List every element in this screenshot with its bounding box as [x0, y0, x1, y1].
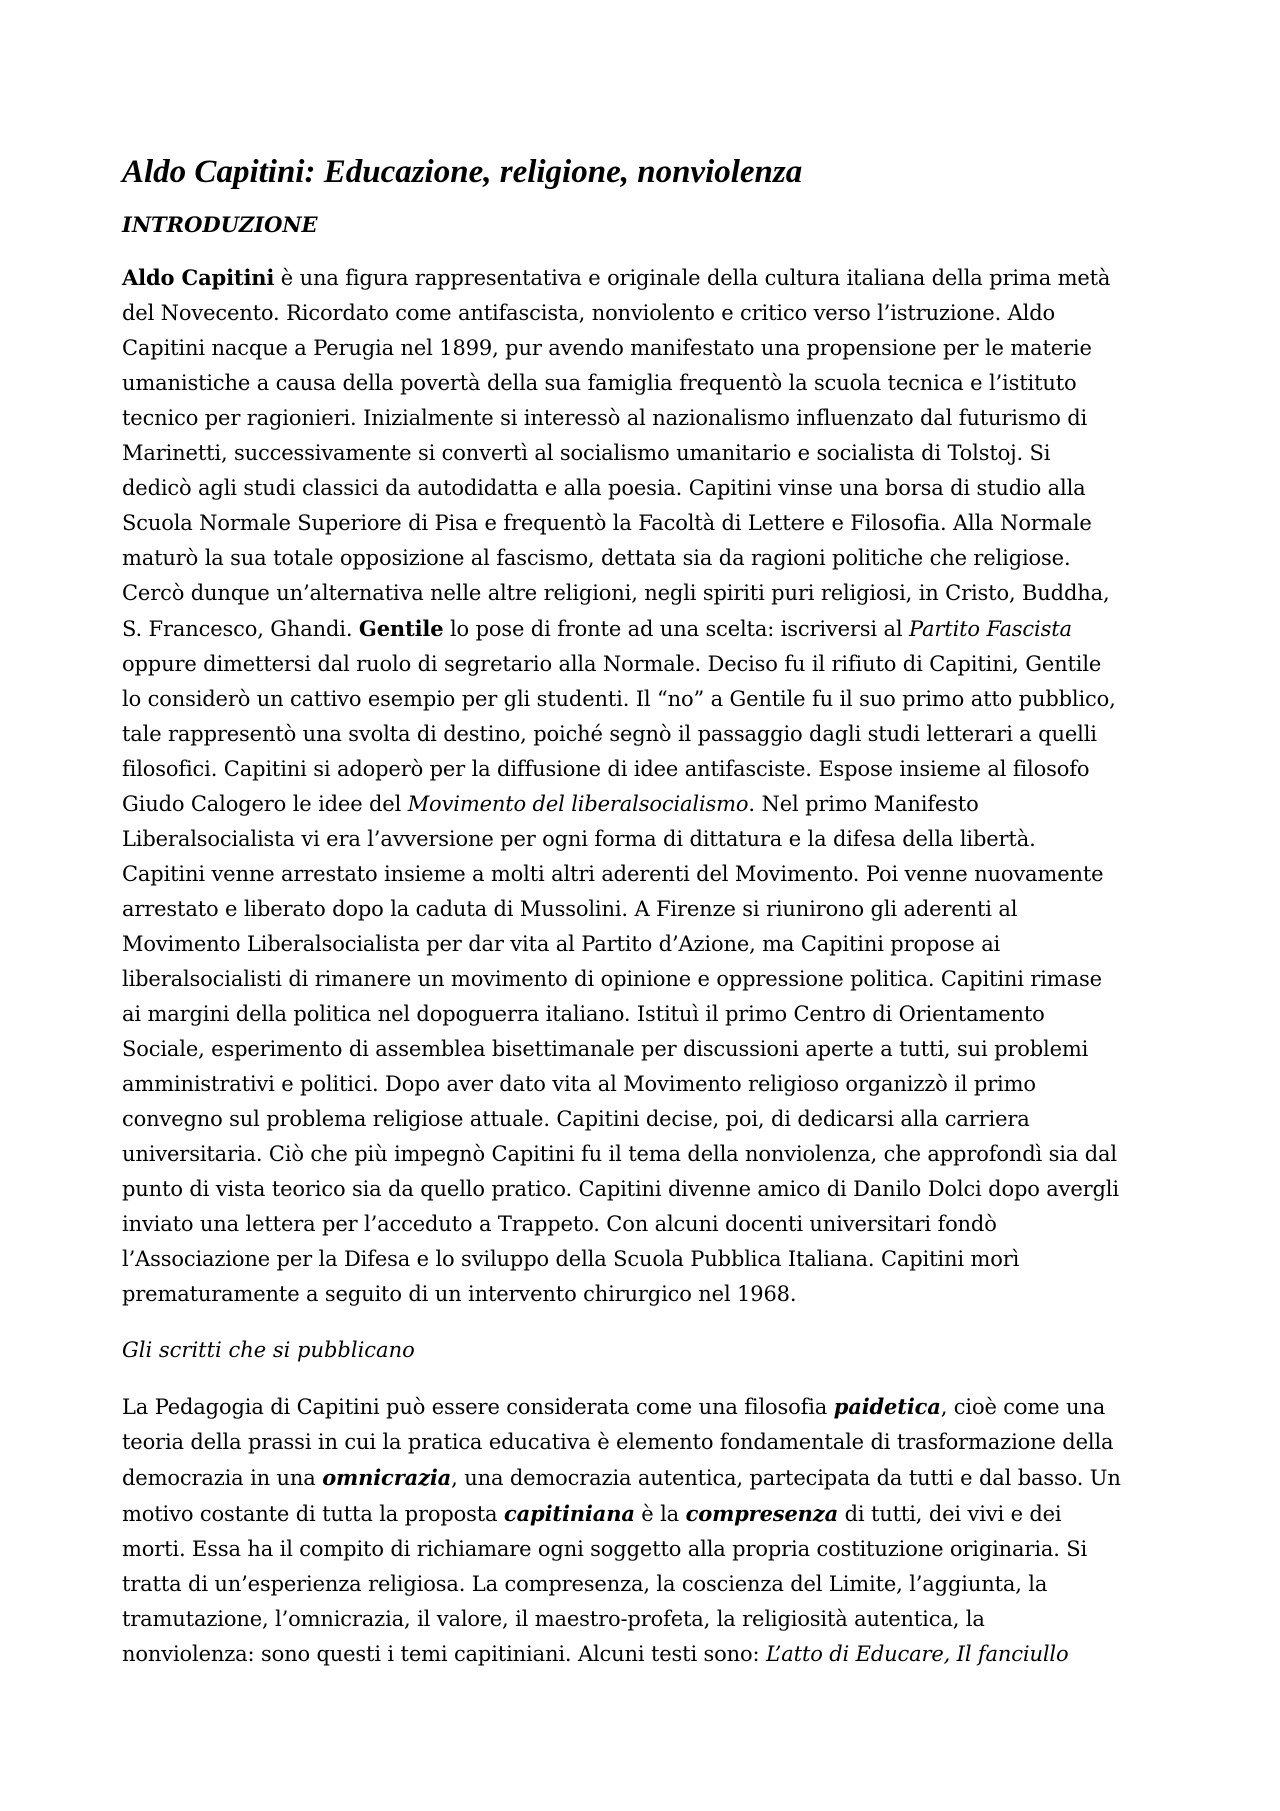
text-run: democrazia in una [122, 1466, 323, 1490]
italic-text-partito-fascista: Partito Fascista [908, 617, 1072, 641]
paragraph-line [122, 1389, 1172, 1425]
paragraph-line: amministrativi e politici. Dopo aver dato vita al Movimento religioso organizzò il primo [122, 1072, 1036, 1096]
italic-text-movimento: Movimento del liberalsocialismo [407, 792, 749, 816]
subheading-scritti: Gli scritti che si pubblicano [122, 1338, 415, 1362]
text-run: di tutti, dei vivi e dei [838, 1502, 1062, 1526]
bold-italic-capitiniana: capitiniana [503, 1501, 635, 1526]
paragraph-line: Capitini venne arrestato insieme a molti altri aderenti del Movimento. Poi venne nuovamente [122, 862, 1104, 886]
text-run: è una figura rappresentativa e originale della cultura italiana della prima metà [274, 266, 1111, 290]
paragraph-line [122, 1496, 1172, 1532]
text-run: nonviolenza: sono questi i temi capitiniani. Alcuni testi sono: [122, 1642, 766, 1666]
paragraph-line: Marinetti, successivamente si convertì al socialismo umanitario e socialista di Tolstoj. Si [122, 441, 1051, 465]
text-run: motivo costante di tutta la proposta [122, 1502, 504, 1526]
paragraph-line: umanistiche a causa della povertà della sua famiglia frequentò la scuola tecnica e l’istituto [122, 371, 1077, 395]
bold-italic-omnicrazia: omnicrazia [322, 1465, 452, 1490]
section-heading-introduzione: INTRODUZIONE [122, 212, 318, 237]
paragraph-line: Movimento Liberalsocialista per dar vita al Partito d’Azione, ma Capitini propose ai [122, 932, 1001, 956]
text-run: La Pedagogia di Capitini può essere considerata come una filosofia [122, 1395, 834, 1419]
paragraph-line: ai margini della politica nel dopoguerra italiano. Istituì il primo Centro di Orientamento [122, 1002, 1045, 1026]
paragraph-line: l’Associazione per la Difesa e lo sviluppo della Scuola Pubblica Italiana. Capitini morì [122, 1247, 1020, 1271]
text-run: , cioè come una [940, 1395, 1106, 1419]
text-run: . Nel primo Manifesto [748, 792, 979, 816]
text-run: S. Francesco, Ghandi. [122, 617, 359, 641]
text-run: è la [634, 1502, 686, 1526]
paragraph-line: universitaria. Ciò che più impegnò Capitini fu il tema della nonviolenza, che approfondì sia dal [122, 1142, 1117, 1166]
paragraph-line [122, 787, 1172, 822]
paragraph-line: punto di vista teorico sia da quello pratico. Capitini divenne amico di Danilo Dolci dopo avergli [122, 1177, 1119, 1201]
document-page [122, 150, 1172, 1693]
paragraph-line: teoria della prassi in cui la pratica educativa è elemento fondamentale di trasformazione della [122, 1430, 1114, 1454]
paragraph-line: tecnico per ragionieri. Inizialmente si interessò al nazionalismo influenzato dal futurismo di [122, 406, 1088, 430]
paragraph-line [122, 260, 1172, 296]
paragraph-line: prematuramente a seguito di un intervento chirurgico nel 1968. [122, 1282, 797, 1306]
paragraph-line: oppure dimettersi dal ruolo di segretario alla Normale. Deciso fu il rifiuto di Capitini, Gentile [122, 652, 1102, 676]
bold-text-aldo-capitini: Aldo Capitini [122, 265, 275, 290]
italic-text-book-titles: L’atto di Educare, Il fanciullo [766, 1642, 1069, 1666]
paragraph-line: liberalsocialisti di rimanere un movimento di opinione e oppressione politica. Capitini rimase [122, 967, 1102, 991]
bold-text-gentile: Gentile [358, 616, 444, 641]
paragraph-line: inviato una lettera per l’acceduto a Trappeto. Con alcuni docenti universitari fondò [122, 1212, 997, 1236]
paragraph-line [122, 611, 1172, 647]
text-run: lo pose di fronte ad una scelta: iscriversi al [443, 617, 909, 641]
paragraph-line: Capitini nacque a Perugia nel 1899, pur avendo manifestato una propensione per le materie [122, 336, 1092, 360]
paragraph-line: del Novecento. Ricordato come antifascista, nonviolento e critico verso l’istruzione. Aldo [122, 301, 1055, 325]
bold-italic-paidetica: paidetica [833, 1394, 941, 1419]
paragraph-line: tale rappresentò una svolta di destino, poiché segnò il passaggio dagli studi letterari a quelli [122, 722, 1097, 746]
paragraph-line [122, 1460, 1172, 1496]
paragraph-line: Liberalsocialista vi era l’avversione per ogni forma di dittatura e la difesa della libertà. [122, 827, 1036, 851]
paragraph-line: Sociale, esperimento di assemblea bisettimanale per discussioni aperte a tutti, sui problemi [122, 1037, 1089, 1061]
paragraph-line: Scuola Normale Superiore di Pisa e frequentò la Facoltà di Lettere e Filosofia. Alla Normale [122, 511, 1092, 535]
paragraph-line: arrestato e liberato dopo la caduta di Mussolini. A Firenze si riunirono gli aderenti al [122, 897, 1018, 921]
text-run: , una democrazia autentica, partecipata da tutti e dal basso. Un [451, 1466, 1121, 1490]
intro-paragraph [122, 260, 1172, 1312]
paragraph-line: dedicò agli studi classici da autodidatta e alla poesia. Capitini vinse una borsa di studio alla [122, 476, 1086, 500]
document-title: Aldo Capitini: Educazione, religione, nonviolenza [122, 154, 803, 190]
paragraph-line: convegno sul problema religiose attuale. Capitini decise, poi, di dedicarsi alla carriera [122, 1107, 1030, 1131]
paragraph-line: filosofici. Capitini si adoperò per la diffusione di idee antifasciste. Espose insieme al filosofo [122, 757, 1090, 781]
paragraph-line: morti. Essa ha il compito di richiamare ogni soggetto alla propria costituzione originaria. Si [122, 1537, 1088, 1561]
paragraph-line: lo considerò un cattivo esempio per gli studenti. Il “no” a Gentile fu il suo primo atto pubblico, [122, 687, 1116, 711]
paragraph-line: Cercò dunque un’alternativa nelle altre religioni, negli spiriti puri religiosi, in Cristo, Buddha, [122, 581, 1110, 605]
text-run: Giudo Calogero le idee del [122, 792, 408, 816]
paragraph-line: tramutazione, l’omnicrazia, il valore, il maestro-profeta, la religiosità autentica, la [122, 1607, 985, 1631]
paragraph-line: tratta di un’esperienza religiosa. La compresenza, la coscienza del Limite, l’aggiunta, la [122, 1572, 1048, 1596]
paragraph-line: maturò la sua totale opposizione al fascismo, dettata sia da ragioni politiche che religiose. [122, 546, 1071, 570]
second-paragraph [122, 1389, 1172, 1672]
bold-italic-compresenza: compresenza [685, 1501, 839, 1526]
paragraph-line [122, 1637, 1172, 1672]
